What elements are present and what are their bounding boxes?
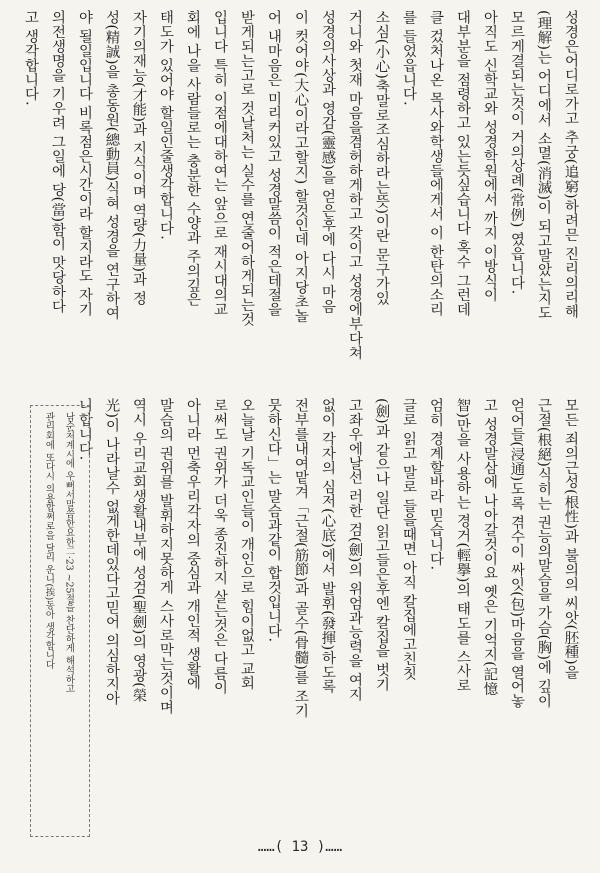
footnote-box: [30, 405, 90, 837]
text-column: 아니라 먼축우리각자의 중심과 개인적 생활에: [184, 398, 201, 690]
text-column: 오늘날 기독교인들이 개인으로 힘이없고 교회: [238, 398, 255, 690]
text-column: 의전생명을 기우려 그일에 당(當)함이 맛당하다: [49, 10, 66, 314]
text-column: 근절(根絕)식히는 권능의말슴을 가슴(胸)에 깊이: [535, 398, 552, 708]
text-column: 전부를내여맡겨「근절(筋節)과 골수(骨髓)를 조기: [292, 398, 309, 718]
page-number: ……( 13 )……: [257, 839, 343, 855]
text-column: 자기의재능(才能)과 지식이며 역량(力量)과 정: [130, 10, 147, 306]
text-column: 거니와 첫재 마음을겸허하게하고 갖이고 성경에부다쳐: [346, 10, 363, 360]
text-column: 이 컷어야(大心이라고할지) 할것인데 아지당초놀: [292, 10, 309, 323]
text-column: 모르게결되는것이 거의상례(常例) 였읍니다.: [508, 10, 525, 295]
text-column: 성경의사상과 영감(靈感)을 얻은후에 다시 마음: [319, 10, 336, 314]
text-column: 모든 죄의근성(根性)과 불의의 씨앗(胚種)을: [562, 398, 579, 679]
text-column: 성경은어디로가고 추궁(追窮)하려믄 진리의리해: [562, 10, 579, 319]
text-column: 야 될일입니다 비록점은시간이라 할지라도 자기: [76, 10, 93, 317]
text-column: 받게되는고로 것날처는 실수를 연줄어하게되는것: [238, 10, 255, 327]
text-column: 로써도 권위가 더욱 종진하지 살는것은 다름이: [211, 398, 228, 695]
text-column: 光)이 나라날수 없게한데있다고믿어 의심하지아: [103, 398, 120, 706]
text-column: 입니다 특히 이점에대하여는 앞으로 재시대의교: [211, 10, 228, 317]
text-column: 성(精誠)을 총동원(總動員)식혀 성경을 연구하여: [103, 10, 120, 320]
text-column: 어 내마음은 미리커있고 성경말씀이 적은테절을: [265, 10, 282, 317]
text-column: 대부분을 점령하고 있는듯싶습니다 혹수 그런데: [454, 10, 471, 317]
footnote-column: 관리회에 또다시 의용합쩌로을 달리 운니(挨)동아 생각합니다: [43, 412, 55, 669]
text-column: 를 들었읍니다.: [400, 10, 417, 106]
text-column: (理解)는 어디에서 소멸(消滅)이 되고말았는지도: [535, 10, 552, 320]
text-column: 엄히 경계할바라 믿습니다.: [427, 398, 444, 571]
text-column: 글로 읽고 말로 들을때면 아직 칼집에고친칫: [400, 398, 417, 681]
text-column: 니합니다.: [76, 398, 93, 461]
text-column: 고 생각합니다.: [22, 10, 39, 106]
text-column: 고 성경말삼에 나아갈것이요 옛은 기억지(記憶: [481, 398, 498, 696]
text-column: 얻어들(浸通)도록 겪수이 싸잇(包)마음을 열어놓: [508, 398, 525, 708]
text-column: (劍)과 같으나 일단 읽고들은후엔 칼집을 벗기: [373, 398, 390, 692]
text-column: 소심(小心)축말로조심하라는뜻)이란 문구가있: [373, 10, 390, 306]
text-column: 뭇하신다」는 말슴과같이 합것입니다.: [265, 398, 282, 643]
text-column: 智)만을 사용하는 경거(輕擧)의 태도를 스사로: [454, 398, 471, 693]
text-column: 고좌우에날선 러한 검(劍)의 위엄과능력을 여지: [346, 398, 363, 702]
text-column: 아직도 신학교와 성경학원에서 까지 이방식이: [481, 10, 498, 302]
text-column: 말슴의 권위를 발휘하지못하게 스사로막는것이며: [157, 398, 174, 715]
footnote-column: 남순처계시에 우뻐서말씀한요한二·23 ~25절을 찬단하게 해석하고: [63, 412, 75, 694]
text-column: 태도가 있어야 할일인줄생각합니다.: [157, 10, 174, 240]
text-column: 역시 우리교회생활내부에 성검(聖劍)의 영광(榮: [130, 398, 147, 703]
text-column: 없이 각자의 심저(心底)에서 발휘(發揮)하도록: [319, 398, 336, 694]
text-column: 클 겄처나온 목사와학생들에게서 이 한탄의소리: [427, 10, 444, 317]
text-column: 회에 나을 사람들로는 충분한 수양과 주의깊은: [184, 10, 201, 307]
